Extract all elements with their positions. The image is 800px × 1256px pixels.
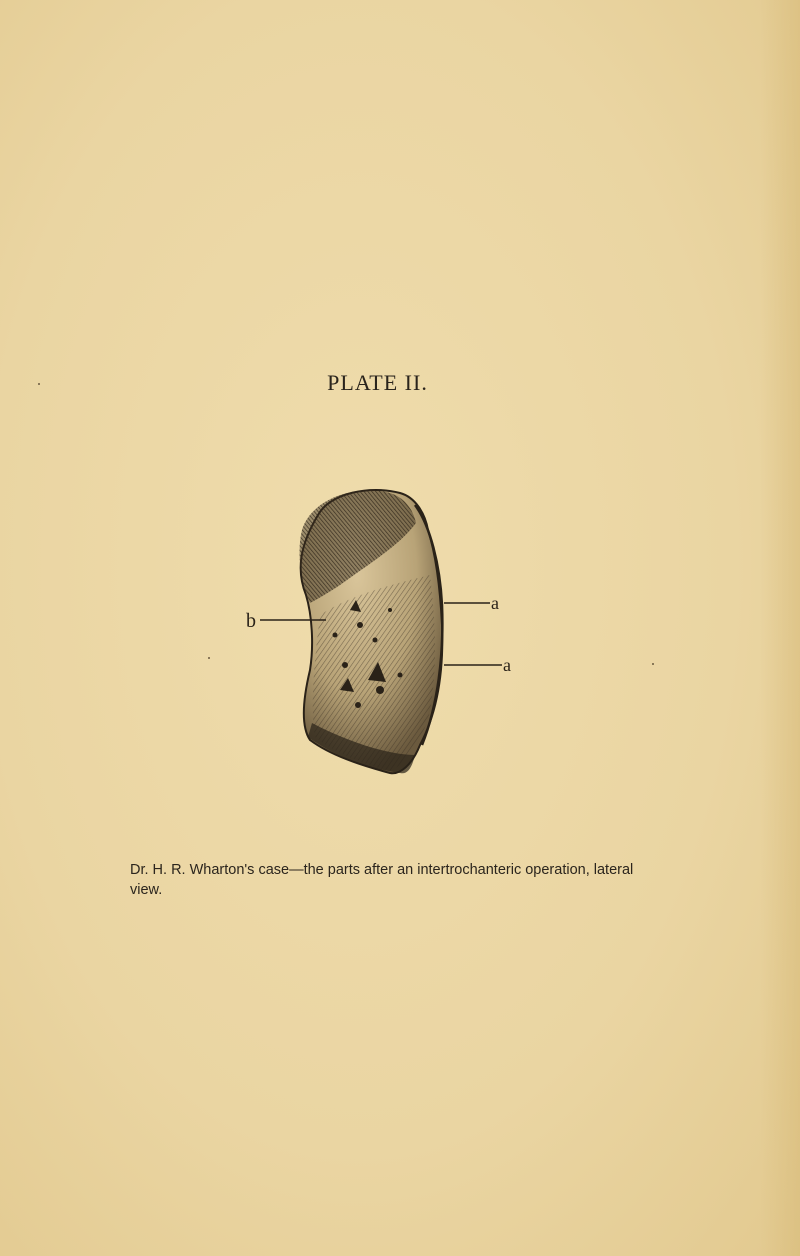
page-edge-shadow [760,0,800,1256]
caption-line-1: Dr. H. R. Wharton's case—the parts after an intertrochanteric operation, lateral [130,862,634,878]
speck [208,657,210,659]
bone-specimen-icon [240,475,540,785]
label-a-lower: a [503,655,511,675]
label-a-upper: a [491,593,499,613]
label-b: b [246,610,256,632]
plate-title: PLATE II. [327,370,428,395]
speck [38,383,40,385]
speck [652,663,654,665]
bone-specimen-figure [240,475,540,785]
figure-caption [130,860,690,900]
caption-line-2: view. [130,882,163,898]
